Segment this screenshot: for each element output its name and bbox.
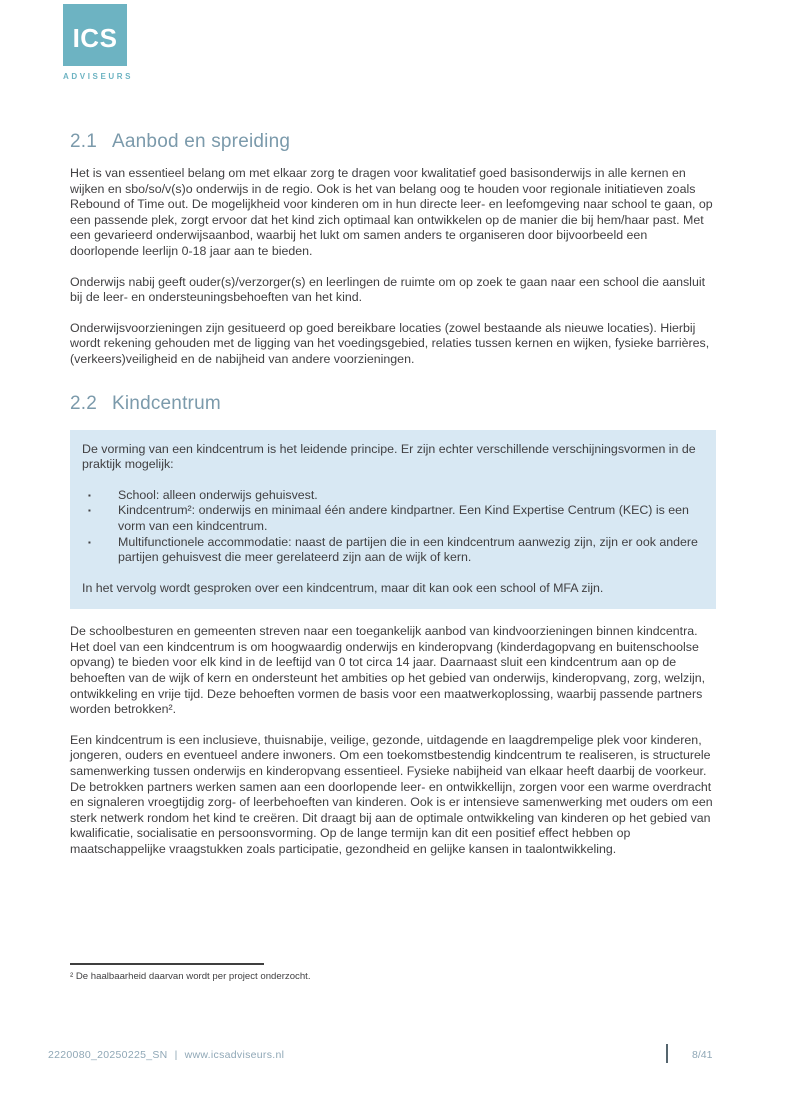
section-title: Aanbod en spreiding — [112, 131, 291, 152]
infobox-intro: De vorming van een kindcentrum is het leidende principe. Er zijn echter verschillende verschijningsvormen in de praktijk mogelijk: — [82, 441, 696, 472]
paragraph-aanbod-1: Het is van essentieel belang om met elkaar zorg te dragen voor kwalitatief goed basisonderwijs in alle kernen en wijken en sbo/so/v(s)o onderwijs in de regio. Ook is het van belang oog te houden voor regionale initiatieven zoals Rebound of Time out. De mogelijkheid voor kinderen om in hun directe leer- en leefomgeving naar school te gaan, op een passende plek, zorgt ervoor dat het kind zich optimaal kan ontwikkelen op de manier die bij hem/haar past. Met een gevarieerd onderwijsaanbod, waarbij het lukt om samen anders te organiseren door bijvoorbeeld een doorlopende leerlijn 0-18 jaar aan te bieden. — [70, 166, 713, 258]
paragraph-kindcentrum-1: De schoolbesturen en gemeenten streven naar een toegankelijk aanbod van kindvoorzieningen binnen kindcentra. Het doel van een kindcentrum is om hoogwaardig onderwijs en kinderopvang (kinderdagopvang en buitenschoolse opvang) te bieden voor elk kind in de leeftijd van 0 tot circa 14 jaar. Daarnaast sluit een kindcentrum aan op de behoeften van de wijk of kern en ondersteunt het ambities op het gebied van onderwijs, kinderopvang, zorg, welzijn, ontwikkeling en vrije tijd. Deze behoeften vormen de basis voor een maatwerkoplossing, waarbij passende partners worden betrokken². — [70, 624, 706, 717]
footnote-text: ² De haalbaarheid daarvan wordt per project onderzocht. — [70, 971, 311, 982]
logo-text: ICS — [72, 22, 118, 53]
list-item — [82, 535, 702, 566]
section-number: 2.1 — [70, 131, 98, 152]
paragraph-aanbod-3: Onderwijsvoorzieningen zijn gesitueerd op goed bereikbare locaties (zowel bestaande als nieuwe locaties). Hierbij wordt rekening gehouden met de ligging van het voedingsgebied, relaties tussen kernen en wijken, fysieke barrières, (verkeers)veiligheid en de nabijheid van andere voorzieningen. — [70, 320, 710, 366]
paragraph-aanbod-2: Onderwijs nabij geeft ouder(s)/verzorger(s) en leerlingen de ruimte om op zoek te gaan naar een school die aansluit bij de leer- en ondersteuningsbehoeften van het kind. — [70, 274, 706, 305]
square-bullet-icon: ▪ — [88, 506, 91, 516]
list-item — [82, 503, 702, 534]
logo-square — [63, 4, 127, 66]
bullet-text-mfa: Multifunctionele accommodatie: naast de partijen die in een kindcentrum aanwezig zijn, zijn er ook andere partijen gehuisvest die meer gerelateerd zijn aan de wijk of kern. — [118, 534, 698, 565]
document-id: 2220080_20250225_SN — [48, 1049, 168, 1061]
page-content — [70, 131, 716, 873]
company-logo — [63, 4, 134, 81]
section-number: 2.2 — [70, 392, 98, 414]
section-title: Kindcentrum — [112, 392, 221, 414]
section-heading-2-2 — [70, 393, 716, 415]
website-url: www.icsadviseurs.nl — [184, 1049, 285, 1061]
footer-divider-bar — [666, 1044, 668, 1063]
square-bullet-icon: ▪ — [88, 490, 91, 500]
footnote-divider — [70, 963, 264, 965]
page-number: 8/41 — [692, 1049, 713, 1061]
bullet-text-school: School: alleen onderwijs gehuisvest. — [118, 487, 318, 502]
square-bullet-icon: ▪ — [88, 537, 91, 547]
section-heading-2-1 — [70, 131, 716, 153]
kindcentrum-infobox — [70, 430, 716, 610]
page-footer — [0, 1044, 787, 1068]
footer-separator: | — [174, 1049, 178, 1061]
paragraph-kindcentrum-2: Een kindcentrum is een inclusieve, thuisnabije, veilige, gezonde, uitdagende en laagdrempelige plek voor kinderen, jongeren, ouders en eventueel andere inwoners. Om een toekomstbestendig kindcentrum te realiseren, is structurele samenwerking tussen onderwijs en kinderopvang essentieel. Fysieke nabijheid van elkaar heeft daarbij de voorkeur. De betrokken partners werken samen aan een doorlopende leer- en ontwikkellijn, zorgen voor een warme overdracht en signaleren vroegtijdig zorg- of leerbehoeften van kinderen. Ook is er intensieve samenwerking met ouders om een sterk netwerk rondom het kind te creëren. Dit draagt bij aan de optimale ontwikkeling van kinderen op het gebied van kwalificatie, socialisatie en persoonsvorming. Op de lange termijn kan dit een positief effect hebben op maatschappelijke vraagstukken zoals participatie, gezondheid en gelijke kansen in taalontwikkeling. — [70, 732, 713, 856]
footnote-area — [70, 963, 716, 983]
logo-subtitle: ADVISEURS — [63, 72, 134, 81]
footer-left — [48, 1049, 284, 1061]
infobox-outro: In het vervolg wordt gesproken over een kindcentrum, maar dit kan ook een school of MFA zijn. — [82, 580, 604, 595]
bullet-text-kindcentrum: Kindcentrum²: onderwijs en minimaal één andere kindpartner. Een Kind Expertise Centrum (KEC) is een vorm van een kindcentrum. — [118, 503, 689, 533]
list-item — [82, 488, 702, 504]
